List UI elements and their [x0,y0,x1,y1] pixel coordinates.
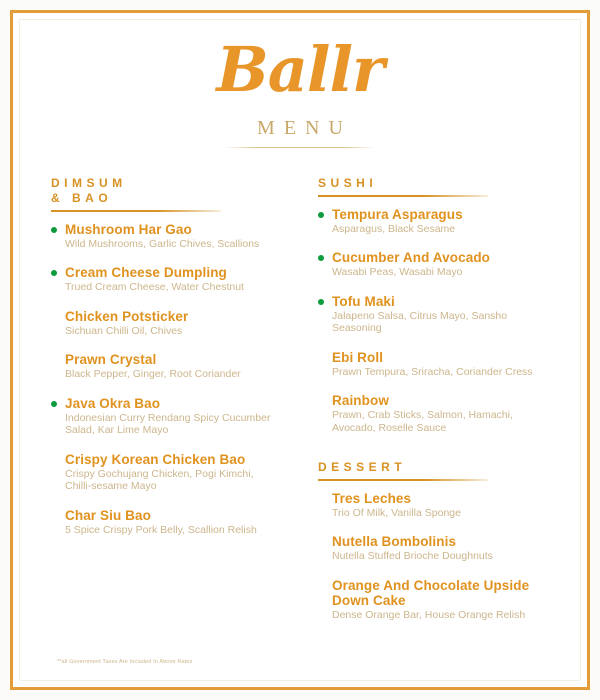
menu-item-description: Prawn Tempura, Sriracha, Coriander Cress [332,365,533,378]
section-title [318,460,549,475]
menu-item-description: Wasabi Peas, Wasabi Mayo [332,266,463,278]
menu-item[interactable] [51,265,282,294]
menu-item[interactable] [51,396,282,437]
menu-section [318,176,549,434]
menu-item[interactable] [318,534,549,563]
menu-item-description: Indonesian Curry Rendang Spicy Cucumber Salad, Kar Lime Mayo [65,411,271,436]
restaurant-logo: Ballr [216,33,384,106]
menu-item[interactable] [318,350,549,379]
menu-section [51,176,282,536]
menu-item[interactable] [51,309,282,338]
menu-item[interactable] [51,508,282,537]
section-title-line: DIMSUM [51,176,127,190]
section-divider [318,479,488,481]
menu-item-name: Mushroom Har Gao [65,221,192,237]
menu-word-group [225,117,375,148]
menu-item[interactable] [318,207,549,236]
menu-item-name: Java Okra Bao [65,395,161,411]
menu-item[interactable] [51,222,282,251]
vegetarian-dot-icon [51,270,57,276]
menu-item-name: Char Siu Bao [65,507,151,523]
vegetarian-dot-icon [318,212,324,218]
menu-item-name: Tofu Maki [332,293,395,309]
menu-item-name: Rainbow [332,393,389,408]
menu-word-divider [225,147,375,148]
section-title [318,176,549,191]
menu-item-name: Orange And Chocolate Upside Down Cake [332,577,530,608]
menu-item-name: Tres Leches [332,490,412,506]
menu-item[interactable] [318,491,549,520]
menu-item[interactable] [318,393,549,434]
menu-columns [35,176,565,636]
menu-item[interactable] [318,250,549,279]
vegetarian-dot-icon [318,255,324,261]
menu-item-name: Nutella Bombolinis [332,534,457,549]
vegetarian-dot-icon [318,299,324,305]
menu-item-name: Tempura Asparagus [332,206,463,222]
menu-item-description: Sichuan Chilli Oil, Chives [65,324,183,337]
section-title-line: SUSHI [318,176,378,190]
menu-content [13,13,587,687]
menu-column-left [51,176,300,636]
section-title-line: DESSERT [318,460,407,474]
menu-item-description: Prawn, Crab Sticks, Salmon, Hamachi, Avocado, Roselle Sauce [332,409,513,434]
menu-word: MENU [257,117,352,139]
menu-item-description: Trued Cream Cheese, Water Chestnut [65,281,244,293]
menu-item[interactable] [51,452,282,493]
menu-item-description: Crispy Gochujang Chicken, Pogi Kimchi, Chilli-sesame Mayo [65,467,254,492]
menu-column-right [300,176,549,636]
menu-item-description: Nutella Stuffed Brioche Doughnuts [332,550,493,562]
menu-item-description: Trio Of Milk, Vanilla Sponge [332,506,461,519]
menu-item[interactable] [51,352,282,381]
masthead [35,13,565,148]
menu-item-description: Wild Mushrooms, Garlic Chives, Scallions [65,237,260,250]
menu-item-name: Prawn Crystal [65,352,157,367]
menu-item-description: 5 Spice Crispy Pork Belly, Scallion Relish [65,523,257,536]
menu-item-description: Dense Orange Bar, House Orange Relish [332,608,526,621]
menu-item-name: Cucumber And Avocado [332,250,491,265]
section-title [51,176,282,206]
section-divider [51,210,221,212]
menu-card [10,10,590,690]
tax-disclaimer: **all Government Taxes Are Included In Above Rates [57,659,193,665]
menu-item-name: Crispy Korean Chicken Bao [65,451,246,467]
menu-item-description: Black Pepper, Ginger, Root Coriander [65,368,241,380]
menu-item[interactable] [318,578,549,622]
menu-item-name: Ebi Roll [332,349,384,365]
menu-item-name: Cream Cheese Dumpling [65,265,227,280]
menu-item-description: Asparagus, Black Sesame [332,222,456,235]
section-divider [318,195,488,197]
menu-item-description: Jalapeno Salsa, Citrus Mayo, Sansho Seasoning [332,309,508,334]
section-title-line: & BAO [51,191,113,205]
menu-item[interactable] [318,294,549,335]
vegetarian-dot-icon [51,227,57,233]
menu-item-name: Chicken Potsticker [65,308,189,324]
menu-section [318,460,549,621]
vegetarian-dot-icon [51,401,57,407]
